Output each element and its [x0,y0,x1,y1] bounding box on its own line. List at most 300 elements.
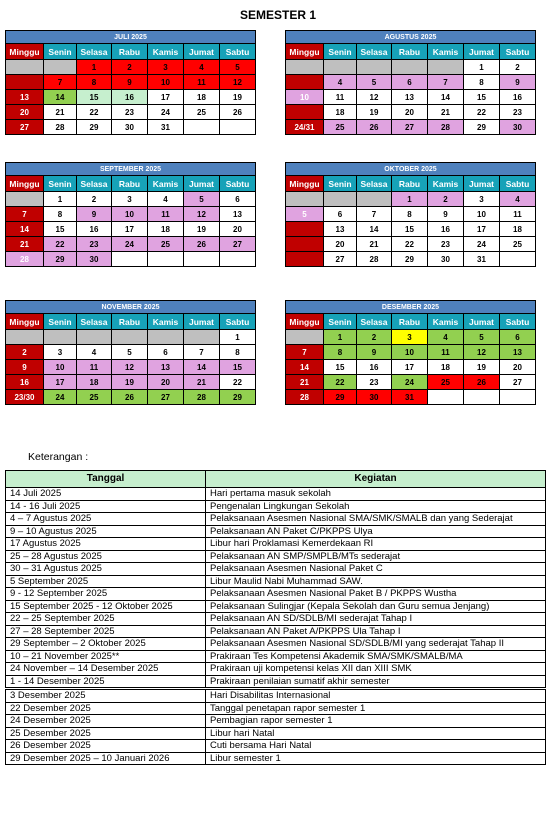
date-cell: 14 [357,222,392,237]
date-cell: 6 [6,75,44,90]
day-header: Jumat [464,44,500,60]
month-calendar [285,30,536,135]
date-cell: 23 [500,105,536,120]
date-cell: 17 [148,90,184,105]
event-activity: Hari pertama masuk sekolah [206,488,546,501]
event-activity: Pelaksanaan Asesmen Nasional SMA/SMK/SMALB dan yang Sederajat [206,513,546,526]
event-activity: Pelaksanaan AN Paket C/PKPPS Ulya [206,525,546,538]
date-cell: 2 [357,330,392,345]
event-date: 29 September – 2 Oktober 2025 [6,638,206,651]
date-cell: 29 [464,120,500,135]
date-cell: 13 [324,222,357,237]
date-cell: 9 [357,345,392,360]
date-cell: 21 [184,375,220,390]
date-cell: 15 [392,222,428,237]
date-cell: 2 [112,60,148,75]
event-date: 3 Desember 2025 [6,689,206,703]
date-cell: 10 [112,207,148,222]
date-cell: 21 [6,237,44,252]
date-cell: 21 [44,105,77,120]
date-cell: 18 [184,90,220,105]
date-cell: 30 [77,252,112,267]
date-cell [286,60,324,75]
date-cell: 3 [44,345,77,360]
event-date: 9 – 10 Agustus 2025 [6,525,206,538]
date-cell: 22 [464,105,500,120]
event-row [6,563,546,576]
month-title: NOVEMBER 2025 [6,301,256,314]
date-cell: 9 [6,360,44,375]
date-cell: 17 [392,360,428,375]
event-date: 14 - 16 Juli 2025 [6,500,206,513]
event-date: 22 – 25 September 2025 [6,613,206,626]
event-row [6,638,546,651]
event-date: 9 - 12 September 2025 [6,588,206,601]
event-activity: Pelaksanaan AN Paket A/PKPPS Ula Tahap I [206,625,546,638]
date-cell: 25 [324,120,357,135]
event-date: 5 September 2025 [6,575,206,588]
date-cell [357,192,392,207]
date-cell: 21 [428,105,464,120]
day-header: Rabu [392,44,428,60]
date-cell: 17 [112,222,148,237]
date-cell: 18 [500,222,536,237]
events-header-row [6,471,546,488]
date-cell: 13 [500,345,536,360]
date-cell: 24 [392,375,428,390]
date-cell [112,252,148,267]
event-date: 26 Desember 2025 [6,740,206,753]
date-cell [428,390,464,405]
event-activity: Pembagian rapor semester 1 [206,715,546,728]
date-cell: 3 [392,330,428,345]
legend-label: Keterangan : [28,451,89,463]
date-cell [184,120,220,135]
date-cell: 28 [44,120,77,135]
event-row [6,689,546,703]
date-cell: 27 [6,120,44,135]
date-cell: 7 [44,75,77,90]
date-cell: 26 [112,390,148,405]
date-cell: 3 [148,60,184,75]
event-activity: Hari Disabilitas Internasional [206,689,546,703]
date-cell [6,60,44,75]
date-cell [220,252,256,267]
day-header: Selasa [77,44,112,60]
day-header: Jumat [184,44,220,60]
date-cell: 5 [286,207,324,222]
date-cell [286,192,324,207]
date-cell: 18 [77,375,112,390]
day-header: Jumat [184,176,220,192]
date-cell: 8 [324,345,357,360]
date-cell: 26 [286,252,324,267]
day-header: Minggu [286,176,324,192]
date-cell: 9 [77,207,112,222]
date-cell [324,60,357,75]
day-header: Rabu [392,176,428,192]
day-header: Minggu [6,176,44,192]
date-cell: 27 [148,390,184,405]
date-cell [500,252,536,267]
date-cell: 13 [148,360,184,375]
date-cell [184,330,220,345]
date-cell: 12 [286,222,324,237]
date-cell: 1 [77,60,112,75]
date-cell: 5 [184,192,220,207]
event-date: 25 Desember 2025 [6,727,206,740]
date-cell: 16 [112,90,148,105]
date-cell: 30 [357,390,392,405]
event-row [6,625,546,638]
date-cell: 30 [500,120,536,135]
date-cell: 26 [220,105,256,120]
date-cell: 24 [44,390,77,405]
date-cell: 2 [428,192,464,207]
day-header: Kamis [428,314,464,330]
date-cell: 28 [286,390,324,405]
date-cell: 1 [464,60,500,75]
date-cell: 4 [428,330,464,345]
event-row [6,500,546,513]
day-header: Rabu [112,176,148,192]
date-cell: 4 [324,75,357,90]
date-cell [6,192,44,207]
date-cell: 20 [220,222,256,237]
date-cell: 5 [357,75,392,90]
day-header: Sabtu [500,176,536,192]
day-header: Selasa [357,314,392,330]
date-cell: 8 [77,75,112,90]
date-cell: 31 [148,120,184,135]
date-cell: 31 [392,390,428,405]
date-cell: 22 [392,237,428,252]
day-header: Kamis [428,176,464,192]
date-cell: 19 [220,90,256,105]
event-row [6,538,546,551]
event-activity: Prakiraan Tes Kompetensi Akademik SMA/SMK/SMALB/MA [206,650,546,663]
date-cell: 23 [428,237,464,252]
day-header: Rabu [392,314,428,330]
date-cell: 3 [112,192,148,207]
date-cell: 10 [286,90,324,105]
date-cell: 25 [77,390,112,405]
event-row [6,588,546,601]
date-cell: 18 [324,105,357,120]
date-cell [44,330,77,345]
date-cell: 7 [428,75,464,90]
date-cell: 11 [500,207,536,222]
date-cell: 29 [44,252,77,267]
month-calendar [5,30,256,135]
event-date: 22 Desember 2025 [6,702,206,715]
event-date: 24 Desember 2025 [6,715,206,728]
date-cell: 14 [286,360,324,375]
day-header: Sabtu [220,176,256,192]
date-cell: 14 [428,90,464,105]
date-cell [464,390,500,405]
event-row [6,650,546,663]
date-cell: 23 [357,375,392,390]
date-cell: 15 [77,90,112,105]
date-cell: 20 [148,375,184,390]
date-cell [500,390,536,405]
event-row [6,525,546,538]
date-cell: 25 [500,237,536,252]
date-cell: 19 [184,222,220,237]
date-cell: 7 [286,345,324,360]
event-row [6,575,546,588]
event-activity: Prakiraan penilaian sumatif akhir semester [206,675,546,689]
date-cell: 4 [500,192,536,207]
date-cell: 1 [44,192,77,207]
date-cell: 28 [6,252,44,267]
date-cell: 19 [112,375,148,390]
date-cell: 11 [324,90,357,105]
date-cell [77,330,112,345]
event-activity: Pengenalan Lingkungan Sekolah [206,500,546,513]
page-title: SEMESTER 1 [239,8,317,22]
date-cell: 5 [464,330,500,345]
date-cell: 11 [148,207,184,222]
day-header: Senin [44,176,77,192]
day-header: Senin [324,176,357,192]
date-cell: 26 [357,120,392,135]
event-row [6,752,546,765]
event-date: 14 Juli 2025 [6,488,206,501]
date-cell: 3 [464,192,500,207]
event-row [6,663,546,676]
date-cell [324,192,357,207]
date-cell [392,60,428,75]
event-activity: Pelaksanaan AN SD/SDLB/MI sederajat Tahap I [206,613,546,626]
date-cell: 17 [286,105,324,120]
event-date: 4 – 7 Agustus 2025 [6,513,206,526]
event-row [6,727,546,740]
date-cell: 10 [44,360,77,375]
date-cell: 4 [184,60,220,75]
date-cell: 1 [220,330,256,345]
month-calendar [285,300,536,405]
date-cell [184,252,220,267]
date-cell: 26 [184,237,220,252]
event-activity: Libur hari Proklamasi Kemerdekaan RI [206,538,546,551]
day-header: Kamis [148,314,184,330]
date-cell: 2 [500,60,536,75]
date-cell: 25 [148,237,184,252]
date-cell: 31 [464,252,500,267]
date-cell: 16 [6,375,44,390]
day-header: Rabu [112,44,148,60]
event-activity: Pelaksanaan Sulingjar (Kepala Sekolah dan Guru semua Jenjang) [206,600,546,613]
month-calendar [5,162,256,267]
event-date: 27 – 28 September 2025 [6,625,206,638]
date-cell: 23 [112,105,148,120]
date-cell: 24/31 [286,120,324,135]
day-header: Minggu [286,44,324,60]
date-cell [148,330,184,345]
day-header: Sabtu [500,44,536,60]
date-cell: 27 [324,252,357,267]
date-cell: 12 [184,207,220,222]
event-activity: Libur semester 1 [206,752,546,765]
date-cell: 16 [357,360,392,375]
date-cell: 12 [220,75,256,90]
date-cell: 28 [428,120,464,135]
date-cell: 13 [220,207,256,222]
day-header: Selasa [357,176,392,192]
date-cell: 25 [428,375,464,390]
date-cell: 17 [44,375,77,390]
date-cell: 14 [6,222,44,237]
date-cell: 18 [428,360,464,375]
date-cell: 13 [392,90,428,105]
date-cell: 10 [148,75,184,90]
month-calendar [5,300,256,405]
date-cell: 27 [500,375,536,390]
day-header: Minggu [6,314,44,330]
date-cell: 6 [500,330,536,345]
date-cell: 24 [148,105,184,120]
date-cell: 3 [286,75,324,90]
event-date: 17 Agustus 2025 [6,538,206,551]
date-cell [286,330,324,345]
day-header: Jumat [184,314,220,330]
day-header: Sabtu [220,314,256,330]
date-cell: 21 [357,237,392,252]
date-cell: 27 [220,237,256,252]
date-cell: 27 [392,120,428,135]
event-activity: Pelaksanaan Asesmen Nasional Paket B / PKPPS Wustha [206,588,546,601]
date-cell: 16 [77,222,112,237]
date-cell: 16 [500,90,536,105]
date-cell: 26 [464,375,500,390]
date-cell: 23 [77,237,112,252]
date-cell: 19 [286,237,324,252]
date-cell: 24 [112,237,148,252]
day-header: Selasa [77,314,112,330]
event-row [6,613,546,626]
date-cell: 10 [464,207,500,222]
date-cell [44,60,77,75]
date-cell: 5 [220,60,256,75]
date-cell: 12 [112,360,148,375]
day-header: Senin [44,44,77,60]
date-cell: 19 [357,105,392,120]
date-cell: 21 [286,375,324,390]
event-activity: Prakiraan uji kompetensi kelas XII dan XIII SMK [206,663,546,676]
date-cell: 17 [464,222,500,237]
event-activity: Libur Maulid Nabi Muhammad SAW. [206,575,546,588]
month-calendar [285,162,536,267]
date-cell: 28 [357,252,392,267]
event-row [6,600,546,613]
date-cell [220,120,256,135]
date-cell: 25 [184,105,220,120]
event-date: 29 Desember 2025 – 10 Januari 2026 [6,752,206,765]
date-cell: 9 [500,75,536,90]
date-cell [357,60,392,75]
month-title: DESEMBER 2025 [286,301,536,314]
event-row [6,740,546,753]
event-date: 10 – 21 November 2025** [6,650,206,663]
event-activity: Cuti bersama Hari Natal [206,740,546,753]
date-cell: 23/30 [6,390,44,405]
date-cell: 19 [464,360,500,375]
day-header: Kamis [428,44,464,60]
date-cell [148,252,184,267]
events-header-date: Tanggal [6,471,206,488]
events-table [5,470,546,765]
date-cell: 4 [77,345,112,360]
date-cell: 24 [464,237,500,252]
date-cell: 29 [77,120,112,135]
day-header: Selasa [357,44,392,60]
date-cell: 6 [220,192,256,207]
event-date: 1 - 14 Desember 2025 [6,675,206,689]
date-cell [428,60,464,75]
date-cell: 29 [324,390,357,405]
date-cell: 8 [464,75,500,90]
date-cell: 30 [112,120,148,135]
day-header: Kamis [148,176,184,192]
date-cell: 9 [112,75,148,90]
date-cell: 20 [324,237,357,252]
day-header: Selasa [77,176,112,192]
event-activity: Libur hari Natal [206,727,546,740]
month-title: AGUSTUS 2025 [286,31,536,44]
day-header: Sabtu [500,314,536,330]
event-row [6,513,546,526]
date-cell: 6 [392,75,428,90]
date-cell: 22 [220,375,256,390]
events-header-activity: Kegiatan [206,471,546,488]
day-header: Jumat [464,314,500,330]
date-cell: 20 [6,105,44,120]
day-header: Rabu [112,314,148,330]
date-cell: 2 [77,192,112,207]
date-cell: 22 [44,237,77,252]
date-cell: 8 [220,345,256,360]
day-header: Sabtu [220,44,256,60]
date-cell: 18 [148,222,184,237]
day-header: Minggu [6,44,44,60]
month-title: SEPTEMBER 2025 [6,163,256,176]
month-title: OKTOBER 2025 [286,163,536,176]
day-header: Senin [324,44,357,60]
date-cell: 14 [44,90,77,105]
event-activity: Pelaksanaan Asesmen Nasional Paket C [206,563,546,576]
month-title: JULI 2025 [6,31,256,44]
event-row [6,702,546,715]
date-cell: 12 [357,90,392,105]
event-row [6,550,546,563]
event-date: 25 – 28 Agustus 2025 [6,550,206,563]
day-header: Kamis [148,44,184,60]
event-row [6,675,546,689]
date-cell: 12 [464,345,500,360]
date-cell [6,330,44,345]
date-cell: 15 [324,360,357,375]
event-activity: Pelaksanaan AN SMP/SMPLB/MTs sederajat [206,550,546,563]
date-cell: 29 [392,252,428,267]
date-cell: 1 [324,330,357,345]
event-activity: Pelaksanaan Asesmen Nasional SD/SDLB/MI yang sederajat Tahap II [206,638,546,651]
event-row [6,488,546,501]
date-cell: 13 [6,90,44,105]
event-activity: Tanggal penetapan rapor semester 1 [206,702,546,715]
date-cell: 15 [44,222,77,237]
